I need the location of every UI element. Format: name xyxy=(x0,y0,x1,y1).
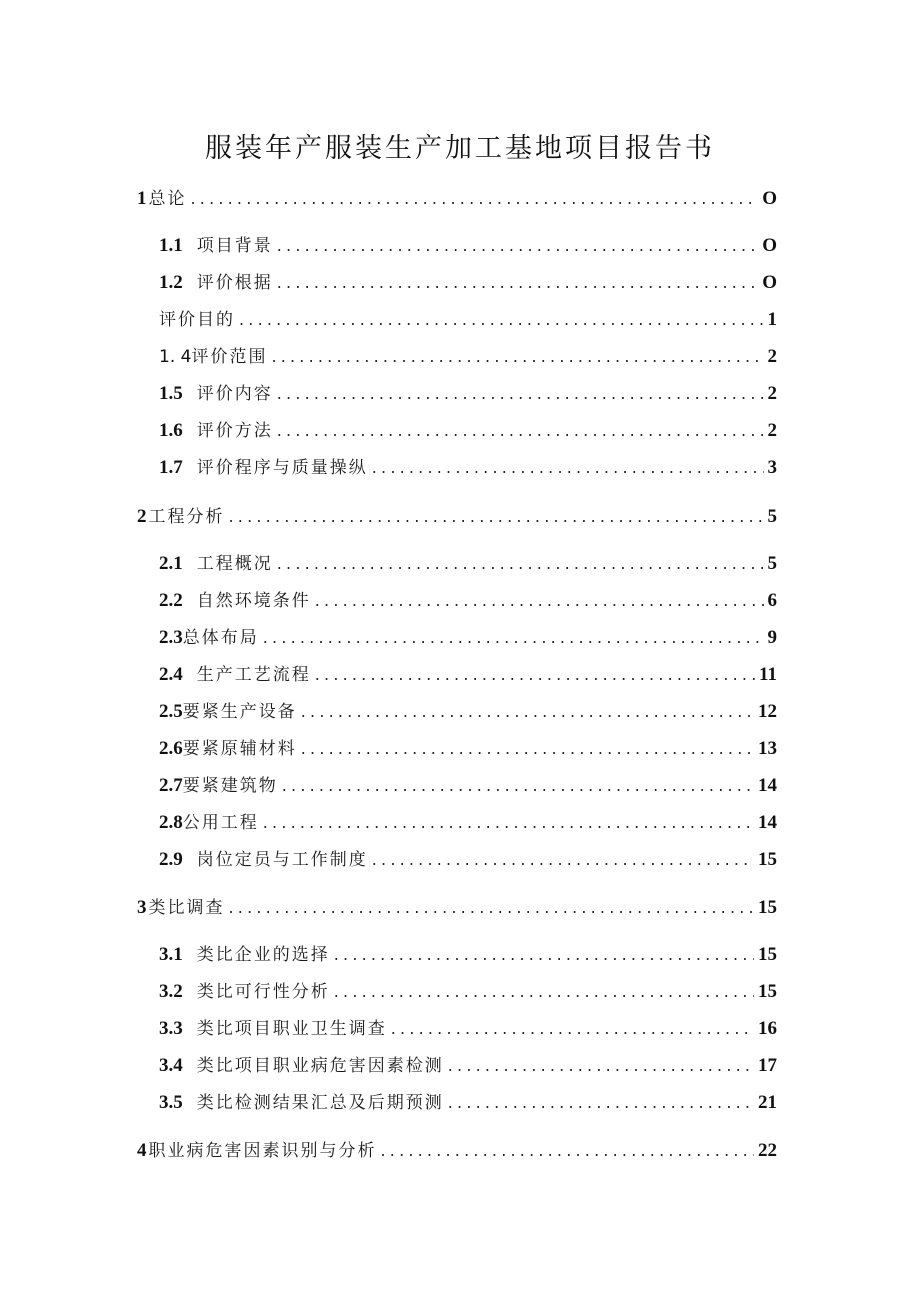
toc-title: 评价目的 xyxy=(159,310,235,330)
toc-title: 生产工艺流程 xyxy=(196,665,311,685)
toc-page-number: 21 xyxy=(758,1092,777,1113)
toc-page-number: 3 xyxy=(767,457,777,478)
toc-number: 2.5 xyxy=(159,701,183,722)
toc-page-number: 12 xyxy=(758,701,777,722)
toc-page-number: 22 xyxy=(758,1140,777,1161)
toc-entry-3-3[interactable] xyxy=(159,1015,777,1043)
toc-page-number: 2 xyxy=(767,346,777,367)
toc-entry-1-6[interactable] xyxy=(159,417,777,445)
toc-page-number: 16 xyxy=(758,1018,777,1039)
toc-entry-3-5[interactable] xyxy=(159,1089,777,1117)
toc-entry-1-5[interactable] xyxy=(159,380,777,408)
toc-title: 工程概况 xyxy=(196,554,273,574)
toc-title: 评价方法 xyxy=(196,421,273,441)
toc-entry-2[interactable] xyxy=(137,503,777,531)
toc-number: 2.9 xyxy=(159,849,183,870)
toc-leader xyxy=(263,809,754,837)
toc-entry-2-1[interactable] xyxy=(159,550,777,578)
toc-title: 总论 xyxy=(148,189,187,209)
toc-number: 1. 4 xyxy=(159,347,192,367)
toc-title: 类比可行性分析 xyxy=(196,982,330,1002)
toc-leader xyxy=(191,185,759,213)
toc-page-number: 11 xyxy=(759,664,777,685)
toc-page-number: 2 xyxy=(767,383,777,404)
toc-page-number: 15 xyxy=(758,897,777,918)
toc-number: 3.3 xyxy=(159,1018,183,1039)
toc-title: 职业病危害因素识别与分析 xyxy=(148,1141,377,1161)
toc-title: 岗位定员与工作制度 xyxy=(196,850,368,870)
toc-title: 要紧生产设备 xyxy=(182,702,297,722)
toc-entry-3-1[interactable] xyxy=(159,941,777,969)
toc-leader xyxy=(277,269,758,297)
toc-number: 2.7 xyxy=(159,775,183,796)
toc-number: 2.6 xyxy=(159,738,183,759)
toc-page-number: 5 xyxy=(767,553,777,574)
toc-entry-2-4[interactable] xyxy=(159,661,777,689)
toc-title: 类比项目职业卫生调查 xyxy=(196,1019,387,1039)
toc-page-number: O xyxy=(762,272,777,293)
toc-number: 3 xyxy=(137,897,147,918)
toc-number: 3.4 xyxy=(159,1055,183,1076)
toc-entry-1-2[interactable] xyxy=(159,269,777,297)
toc-number: 2.2 xyxy=(159,590,183,611)
toc-page-number: 15 xyxy=(758,981,777,1002)
toc-number: 1.2 xyxy=(159,272,183,293)
toc-page-number: 6 xyxy=(767,590,777,611)
toc-leader xyxy=(315,587,764,615)
toc-leader xyxy=(381,1137,755,1165)
toc-leader xyxy=(448,1089,754,1117)
toc-page-number: 17 xyxy=(758,1055,777,1076)
toc-title: 公用工程 xyxy=(182,813,259,833)
toc-leader xyxy=(229,894,755,922)
toc-leader xyxy=(282,772,754,800)
toc-leader xyxy=(334,978,754,1006)
toc-leader xyxy=(315,661,755,689)
toc-page-number: 9 xyxy=(767,627,777,648)
toc-entry-1[interactable] xyxy=(137,185,777,213)
toc-page-number: O xyxy=(762,188,777,209)
toc-entry-2-5[interactable] xyxy=(159,698,777,726)
toc-number: 1.5 xyxy=(159,383,183,404)
toc-leader xyxy=(277,550,764,578)
toc-number: 3.5 xyxy=(159,1092,183,1113)
toc-title: 评价程序与质量操纵 xyxy=(196,458,368,478)
toc-page-number: 14 xyxy=(758,812,777,833)
toc-number: 4 xyxy=(137,1140,147,1161)
toc-entry-2-8[interactable] xyxy=(159,809,777,837)
toc-entry-1-3[interactable] xyxy=(159,306,777,334)
toc-title: 工程分析 xyxy=(148,507,225,527)
toc-leader xyxy=(448,1052,754,1080)
toc-page-number: O xyxy=(762,235,777,256)
toc-entry-2-3[interactable] xyxy=(159,624,777,652)
toc-entry-1-7[interactable] xyxy=(159,454,777,482)
toc-leader xyxy=(277,417,764,445)
toc-entry-2-6[interactable] xyxy=(159,735,777,763)
toc-number: 2.3 xyxy=(159,627,183,648)
toc-leader xyxy=(301,698,754,726)
toc-title: 评价范围 xyxy=(191,347,268,367)
toc-title: 自然环境条件 xyxy=(196,591,311,611)
toc-title: 要紧原辅材料 xyxy=(182,739,297,759)
toc-leader xyxy=(334,941,754,969)
toc-entry-2-2[interactable] xyxy=(159,587,777,615)
toc-leader xyxy=(372,454,764,482)
toc-number: 1 xyxy=(137,188,147,209)
toc-number: 1.7 xyxy=(159,457,183,478)
toc-title: 类比项目职业病危害因素检测 xyxy=(196,1056,444,1076)
toc-title: 类比调查 xyxy=(148,898,225,918)
toc-entry-2-9[interactable] xyxy=(159,846,777,874)
toc-title: 类比检测结果汇总及后期预测 xyxy=(196,1093,444,1113)
toc-entry-3-4[interactable] xyxy=(159,1052,777,1080)
toc-leader xyxy=(263,624,764,652)
toc-page-number: 5 xyxy=(767,506,777,527)
toc-number: 2.8 xyxy=(159,812,183,833)
toc-number: 1.6 xyxy=(159,420,183,441)
toc-number: 1.1 xyxy=(159,235,183,256)
toc-leader xyxy=(301,735,754,763)
toc-leader xyxy=(271,343,763,371)
toc-entry-3[interactable] xyxy=(137,894,777,922)
toc-entry-1-1[interactable] xyxy=(159,232,777,260)
toc-leader xyxy=(239,306,764,334)
toc-page-number: 13 xyxy=(758,738,777,759)
toc-entry-4[interactable] xyxy=(137,1137,777,1165)
toc-page-number: 2 xyxy=(767,420,777,441)
toc-leader xyxy=(391,1015,754,1043)
toc-number: 2.4 xyxy=(159,664,183,685)
toc-title: 类比企业的选择 xyxy=(196,945,330,965)
page-title: 服装年产服装生产加工基地项目报告书 xyxy=(205,133,715,164)
toc-leader xyxy=(229,503,764,531)
toc-page-number: 15 xyxy=(758,944,777,965)
toc-number: 3.1 xyxy=(159,944,183,965)
toc-leader xyxy=(372,846,754,874)
toc-title: 评价根据 xyxy=(196,273,273,293)
toc-page-number: 15 xyxy=(758,849,777,870)
toc-leader xyxy=(277,380,764,408)
toc-number: 2.1 xyxy=(159,553,183,574)
toc-page-number: 1 xyxy=(767,309,777,330)
toc-entry-2-7[interactable] xyxy=(159,772,777,800)
toc-number: 3.2 xyxy=(159,981,183,1002)
toc-title: 评价内容 xyxy=(196,384,273,404)
toc-leader xyxy=(277,232,758,260)
toc-title: 项目背景 xyxy=(196,236,273,256)
toc-entry-1-4[interactable] xyxy=(159,343,777,371)
toc-title: 总体布局 xyxy=(182,628,259,648)
toc-page-number: 14 xyxy=(758,775,777,796)
toc-number: 2 xyxy=(137,506,147,527)
toc-entry-3-2[interactable] xyxy=(159,978,777,1006)
toc-title: 要紧建筑物 xyxy=(182,776,278,796)
